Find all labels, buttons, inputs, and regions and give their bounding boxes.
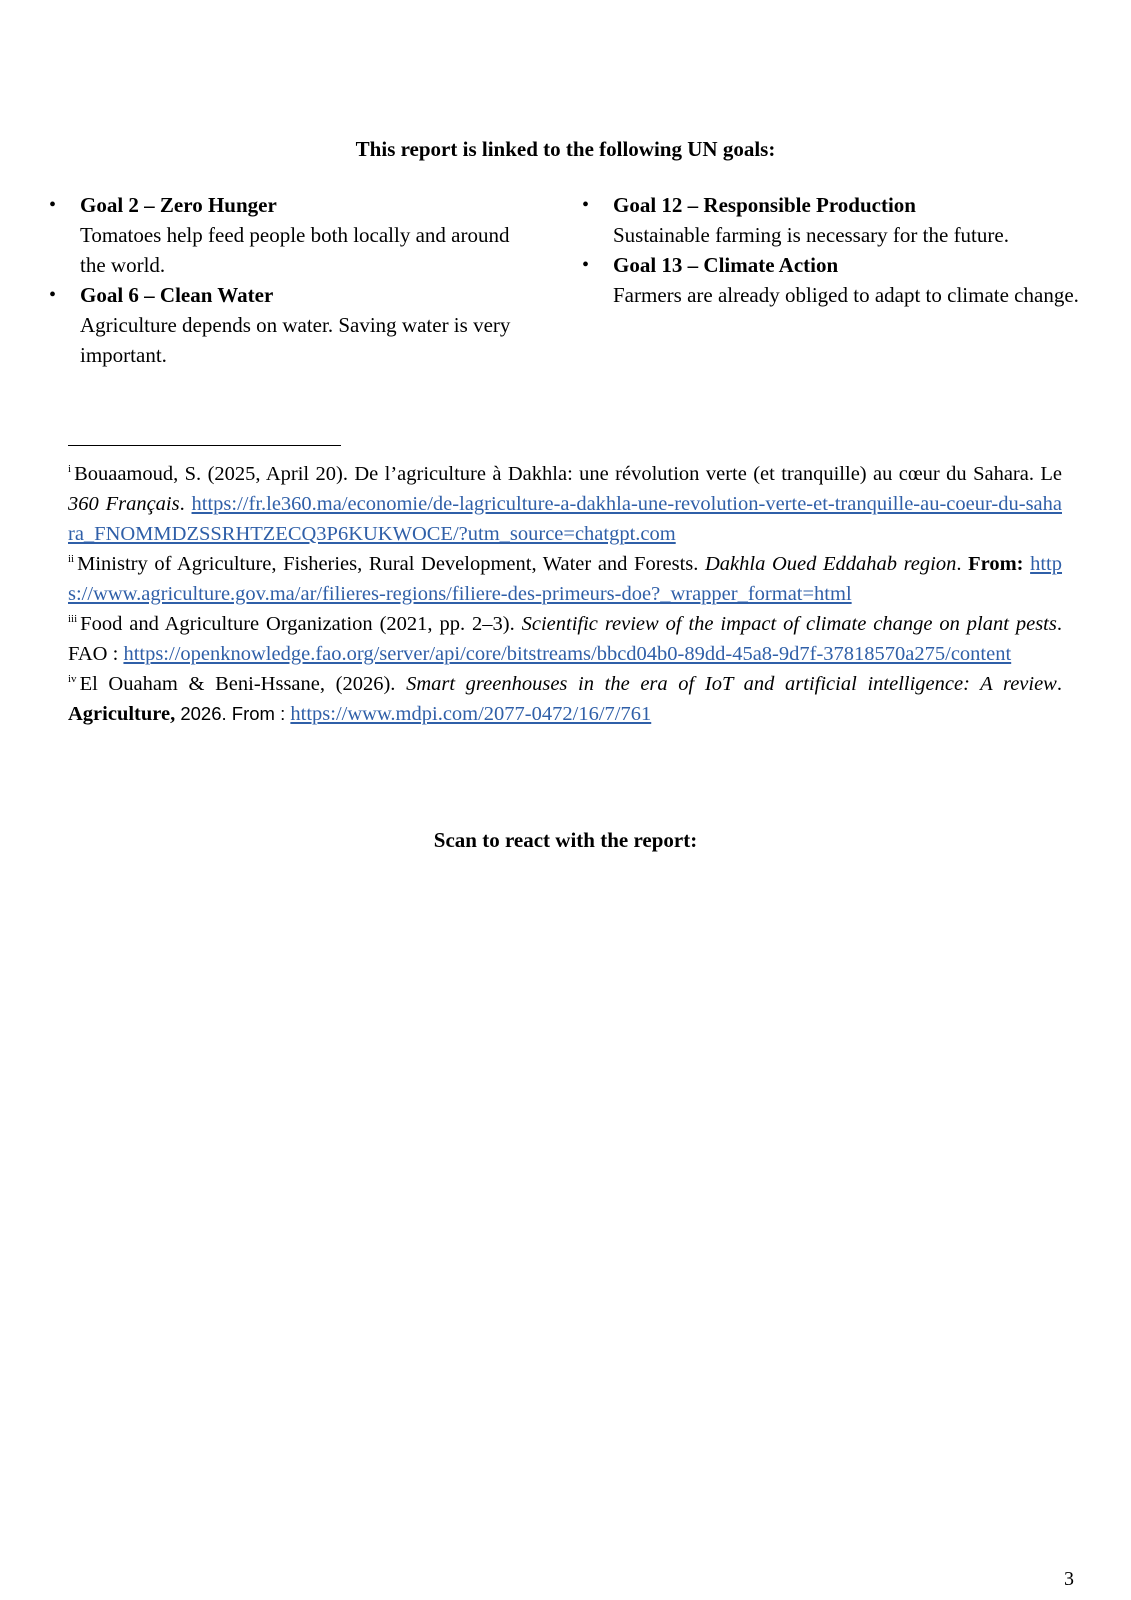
goal-item-clean-water <box>49 280 540 370</box>
footnote-source-title: 360 Français <box>68 493 180 515</box>
footnote-link[interactable]: https://www.agriculture.gov.ma/ar/filieres-regions/filiere-des-primeurs-doe?_wrapper_format=html <box>68 553 1063 605</box>
footnote-punctuation: . <box>179 493 192 515</box>
footnote-2 <box>68 549 1062 609</box>
footnote-link[interactable]: https://www.mdpi.com/2077-0472/16/7/761 <box>290 703 652 725</box>
bullet-icon: • <box>582 254 590 276</box>
footnote-source-title: Scientific review of the impact of climate change on plant pests <box>521 613 1057 635</box>
goal-title: Goal 6 – Clean Water <box>80 283 274 307</box>
footnote-marker: iii <box>68 613 78 625</box>
footnotes <box>68 459 1062 729</box>
goal-item-responsible-production <box>582 190 1083 250</box>
footnote-marker: iv <box>68 673 77 685</box>
footnote-marker: ii <box>68 553 75 565</box>
footnote-source-title: Smart greenhouses in the era of IoT and artificial intelligence: A review <box>406 673 1057 695</box>
page-number: 3 <box>1064 1568 1074 1590</box>
footnote-text: Food and Agriculture Organization (2021, pp. 2–3). <box>80 613 522 635</box>
un-goals-heading: This report is linked to the following UN goals: <box>355 137 776 161</box>
footnote-separator <box>68 445 341 446</box>
footnote-3 <box>68 609 1062 669</box>
footnote-link[interactable]: https://fr.le360.ma/economie/de-lagriculture-a-dakhla-une-revolution-verte-et-tranquille-au-coeur-du-sahara_FNOMMDZSSRHTZECQ3P6KUKWOCE/?utm_source=chatgpt.com <box>68 493 1062 545</box>
footnote-text: El Ouaham & Beni-Hssane, (2026). <box>79 673 407 695</box>
goal-description: Tomatoes help feed people both locally and around the world. <box>80 223 510 277</box>
footnote-from-label: From: <box>968 553 1024 575</box>
goal-title: Goal 13 – Climate Action <box>613 253 839 277</box>
goals-list-right <box>582 190 1083 310</box>
footnote-punctuation: . <box>1056 673 1062 695</box>
goal-description: Farmers are already obliged to adapt to climate change. <box>613 283 1079 307</box>
footnote-from-label: . From : <box>221 703 291 724</box>
goal-item-climate-action <box>582 250 1083 310</box>
bullet-icon: • <box>49 284 57 306</box>
bullet-icon: • <box>49 194 57 216</box>
footnote-marker: i <box>68 463 72 475</box>
goal-item-zero-hunger <box>49 190 540 280</box>
goal-description: Agriculture depends on water. Saving water is very important. <box>80 313 511 367</box>
footnote-4 <box>68 669 1062 729</box>
footnote-year: 2026 <box>180 703 222 724</box>
footnote-source-title: Dakhla Oued Eddahab region <box>705 553 957 575</box>
footnote-1 <box>68 459 1062 549</box>
goal-title: Goal 2 – Zero Hunger <box>80 193 277 217</box>
scan-heading: Scan to react with the report: <box>433 828 698 852</box>
goal-description: Sustainable farming is necessary for the future. <box>613 223 1009 247</box>
footnote-text: Ministry of Agriculture, Fisheries, Rural Development, Water and Forests. <box>77 553 705 575</box>
footnote-punctuation: . <box>956 553 962 575</box>
footnote-journal: Agriculture, <box>68 703 176 725</box>
footnote-link[interactable]: https://openknowledge.fao.org/server/api/core/bitstreams/bbcd04b0-89dd-45a8-9d7f-37818570a275/content <box>123 643 1012 665</box>
footnote-text: Bouaamoud, S. (2025, April 20). De l’agriculture à Dakhla: une révolution verte (et tranquille) au cœur du Sahara. Le <box>74 463 1062 485</box>
goals-list-left <box>49 190 540 370</box>
goal-title: Goal 12 – Responsible Production <box>613 193 916 217</box>
footnote-punctuation: . FAO : <box>68 613 1062 665</box>
bullet-icon: • <box>582 194 590 216</box>
